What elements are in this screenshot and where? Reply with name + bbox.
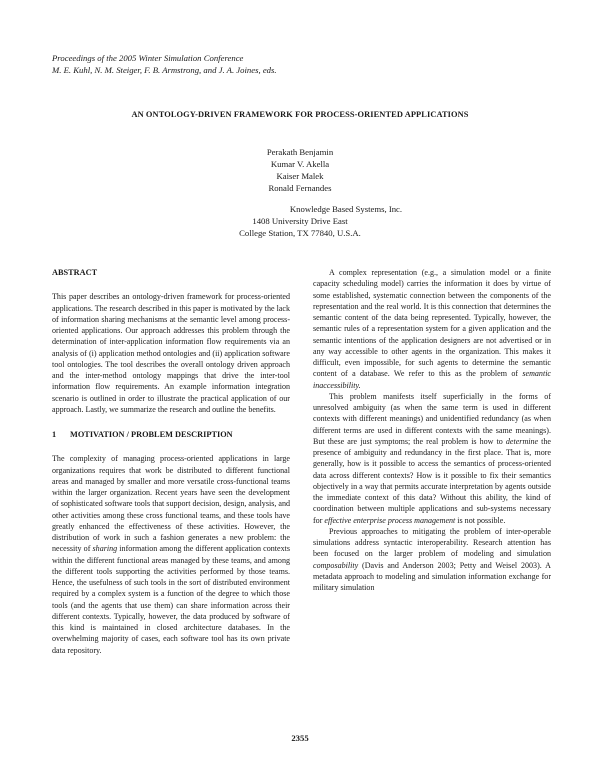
author-name: Kaiser Malek	[276, 171, 324, 181]
left-column	[52, 267, 290, 656]
body-paragraph: The complexity of managing process-oriented applications in large organizations requires that work be distributed to different functional areas and managed by smaller and more versatile cross-functional teams within the larger organization. Recent years have seen the development of sophisticated software tools that support decision, design, analysis, and other activities among these cross functional teams, and these tools have greatly enhanced the effectiveness of these activities. However, the distribution of work in such a fashion generates a new problem: the necessity of sharing information among the different application contexts within the different functional areas managed by these teams, and among the different tools supporting the activities performed by those teams. Hence, the usefulness of such tools in the sort of distributed environment required by a complex system is a function of the degree to which those tools (and the agents that use them) can share information across their different contexts. Typically, however, the data produced by software of this kind is maintained in closed architecture databases. In the overwhelming majority of cases, each software tool has its own private data repository.	[52, 454, 290, 655]
author-name: Perakath Benjamin	[266, 147, 334, 157]
author-name: Kumar V. Akella	[270, 159, 330, 169]
body-paragraph: This problem manifests itself superficially in the forms of unresolved ambiguity (as when the same term is used in different contexts with different meanings) and unidentified redundancy (as when different terms are used in different contexts with the same meanings). But these are just symptoms; the real problem is how to determine the presence of ambiguity and redundancy in the first place. That is, more generally, how is it possible to access the semantics of process-oriented data across different contexts? How is it possible to fix their semantics objectively in a way that permits accurate interpretation by agents outside the immediate context of this data? Without this ability, the kind of coordination between multiple applications and sub-systems necessary for effective enterprise process management is not possible.	[313, 391, 551, 525]
affiliation	[0, 203, 600, 239]
page-number: 2355	[291, 733, 309, 743]
proceedings-line: Proceedings of the 2005 Winter Simulation Conference	[52, 53, 244, 63]
affiliation-org: Knowledge Based Systems, Inc.	[289, 204, 403, 214]
right-column	[313, 267, 551, 593]
author-list	[0, 146, 600, 194]
section-heading	[52, 429, 290, 440]
abstract-text: This paper describes an ontology-driven framework for process-oriented applications. The research described in this paper is motivated by the lack of information sharing mechanisms at the semantic level among process-oriented applications. Our approach addresses this problem through the determination of inter-application information flow requirements via an analysis of (i) application method ontologies and (ii) application software tool ontologies. The tool describes the overall ontology driven approach and the inter-method ontology mappings that drive the inter-tool information flow requirements. An example information integration scenario is outlined in order to illustrate the practical application of our approach. Lastly, we summarize the research and outline the benefits.	[52, 292, 290, 414]
proceedings-header	[52, 52, 277, 76]
body-paragraph: Previous approaches to mitigating the problem of inter-operable simulations address syntactic interoperability. Research attention has been focused on the larger problem of modeling and simulation composability (Davis and Anderson 2003; Petty and Weisel 2003). A metadata approach to modeling and simulation information exchange for military simulation	[313, 526, 551, 592]
author-name: Ronald Fernandes	[268, 183, 332, 193]
body-paragraph: A complex representation (e.g., a simulation model or a finite capacity scheduling model) carries the information it does by virtue of some established, systematic connection between the components of the representation and the real world. It is this connection that determines the semantic content of the data being represented. Typically, however, the semantic rules of a representation system for a given application and the semantic intentions of the application designers are not advertised or in any way accessible to other agents in the organization. This makes it difficult, even impossible, for such agents to determine the semantic content of a database. We refer to this as the problem of semantic inaccessibility.	[313, 268, 551, 390]
section-title: MOTIVATION / PROBLEM DESCRIPTION	[70, 430, 233, 439]
affiliation-street: 1408 University Drive East	[252, 216, 348, 226]
section-number: 1	[52, 430, 57, 439]
affiliation-city: College Station, TX 77840, U.S.A.	[239, 228, 361, 238]
paper-title: AN ONTOLOGY-DRIVEN FRAMEWORK FOR PROCESS-ORIENTED APPLICATIONS	[131, 110, 469, 119]
abstract-heading: ABSTRACT	[52, 268, 98, 277]
editors-line: M. E. Kuhl, N. M. Steiger, F. B. Armstrong, and J. A. Joines, eds.	[52, 65, 277, 75]
